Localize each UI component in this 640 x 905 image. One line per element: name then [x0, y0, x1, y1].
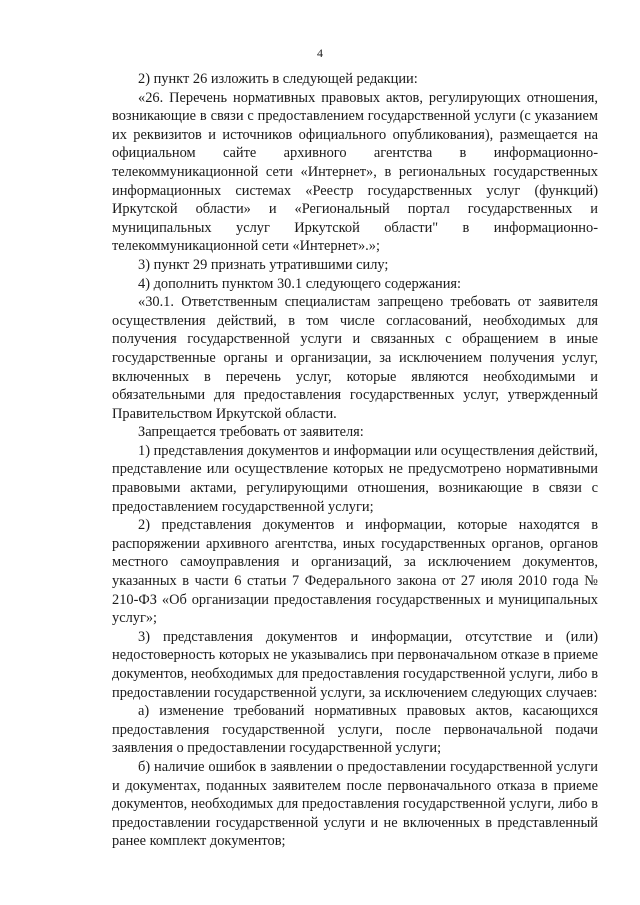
paragraph-prohibition-2: 2) представления документов и информации, которые находятся в распоряжении архивного агентства, иных государственных органов, органов местного самоуправления и организаций, за исключением документов, указанных в части 6 статьи 7 Федерального закона от 27 июля 2010 года № 210-ФЗ «Об организации предоставления государственных и муниципальных услуг»; — [112, 517, 598, 627]
paragraph-prohibition-intro: Запрещается требовать от заявителя: — [138, 424, 364, 441]
paragraph-item-4-heading: 4) дополнить пунктом 30.1 следующего содержания: — [138, 275, 462, 292]
paragraph-prohibition-3: 3) представления документов и информации, отсутствие и (или) недостоверность которых не указывались при первоначальном отказе в приеме документов, необходимых для предоставления государственной услуги, либо в предоставлении государственной услуги, за исключением следующих случаев: — [112, 628, 598, 701]
paragraph-clause-26: «26. Перечень нормативных правовых актов, регулирующих отношения, возникающие в связи с предоставлением государственной услуги (с указанием их реквизитов и источников официального опубликования), размещается на официальном сайте архивного агентства в информационно-телекоммуникационной сети «Интернет», в региональных государственных информационных системах «Реестр государственных услуг (функций) Иркутской области» и «Региональный портал государственных и муниципальных услуг Иркутской области" в информационно-телекоммуникационной сети «Интернет».»; — [112, 89, 598, 255]
paragraph-item-2-heading: 2) пункт 26 изложить в следующей редакции: — [138, 71, 418, 87]
document-body — [112, 70, 598, 851]
paragraph-clause-30-1: «30.1. Ответственным специалистам запрещено требовать от заявителя осуществления действий, в том числе согласований, необходимых для получения государственной услуги и связанных с обращением в иные государственные органы и организации, за исключением получения услуг, включенных в перечень услуг, которые являются необходимыми и обязательными для предоставления государственных услуг, утвержденный Правительством Иркутской области. — [112, 294, 598, 422]
paragraph-item-3: 3) пункт 29 признать утратившими силу; — [138, 256, 389, 273]
page-number: 4 — [317, 46, 323, 60]
paragraph-subitem-a: а) изменение требований нормативных правовых актов, касающихся предоставления государственной услуги, после первоначальной подачи заявления о предоставлении государственной услуги; — [112, 703, 598, 757]
paragraph-subitem-b: б) наличие ошибок в заявлении о предоставлении государственной услуги и документах, поданных заявителем после первоначального отказа в приеме документов, необходимых для предоставления государственной услуги, либо в предоставлении государственной услуги и не включенных в представленный ранее комплект документов; — [112, 758, 598, 850]
paragraph-prohibition-1: 1) представления документов и информации или осуществления действий, представление или осуществление которых не предусмотрено нормативными правовыми актами, регулирующими отношения, возникающие в связи с предоставлением государственной услуги; — [112, 442, 598, 515]
